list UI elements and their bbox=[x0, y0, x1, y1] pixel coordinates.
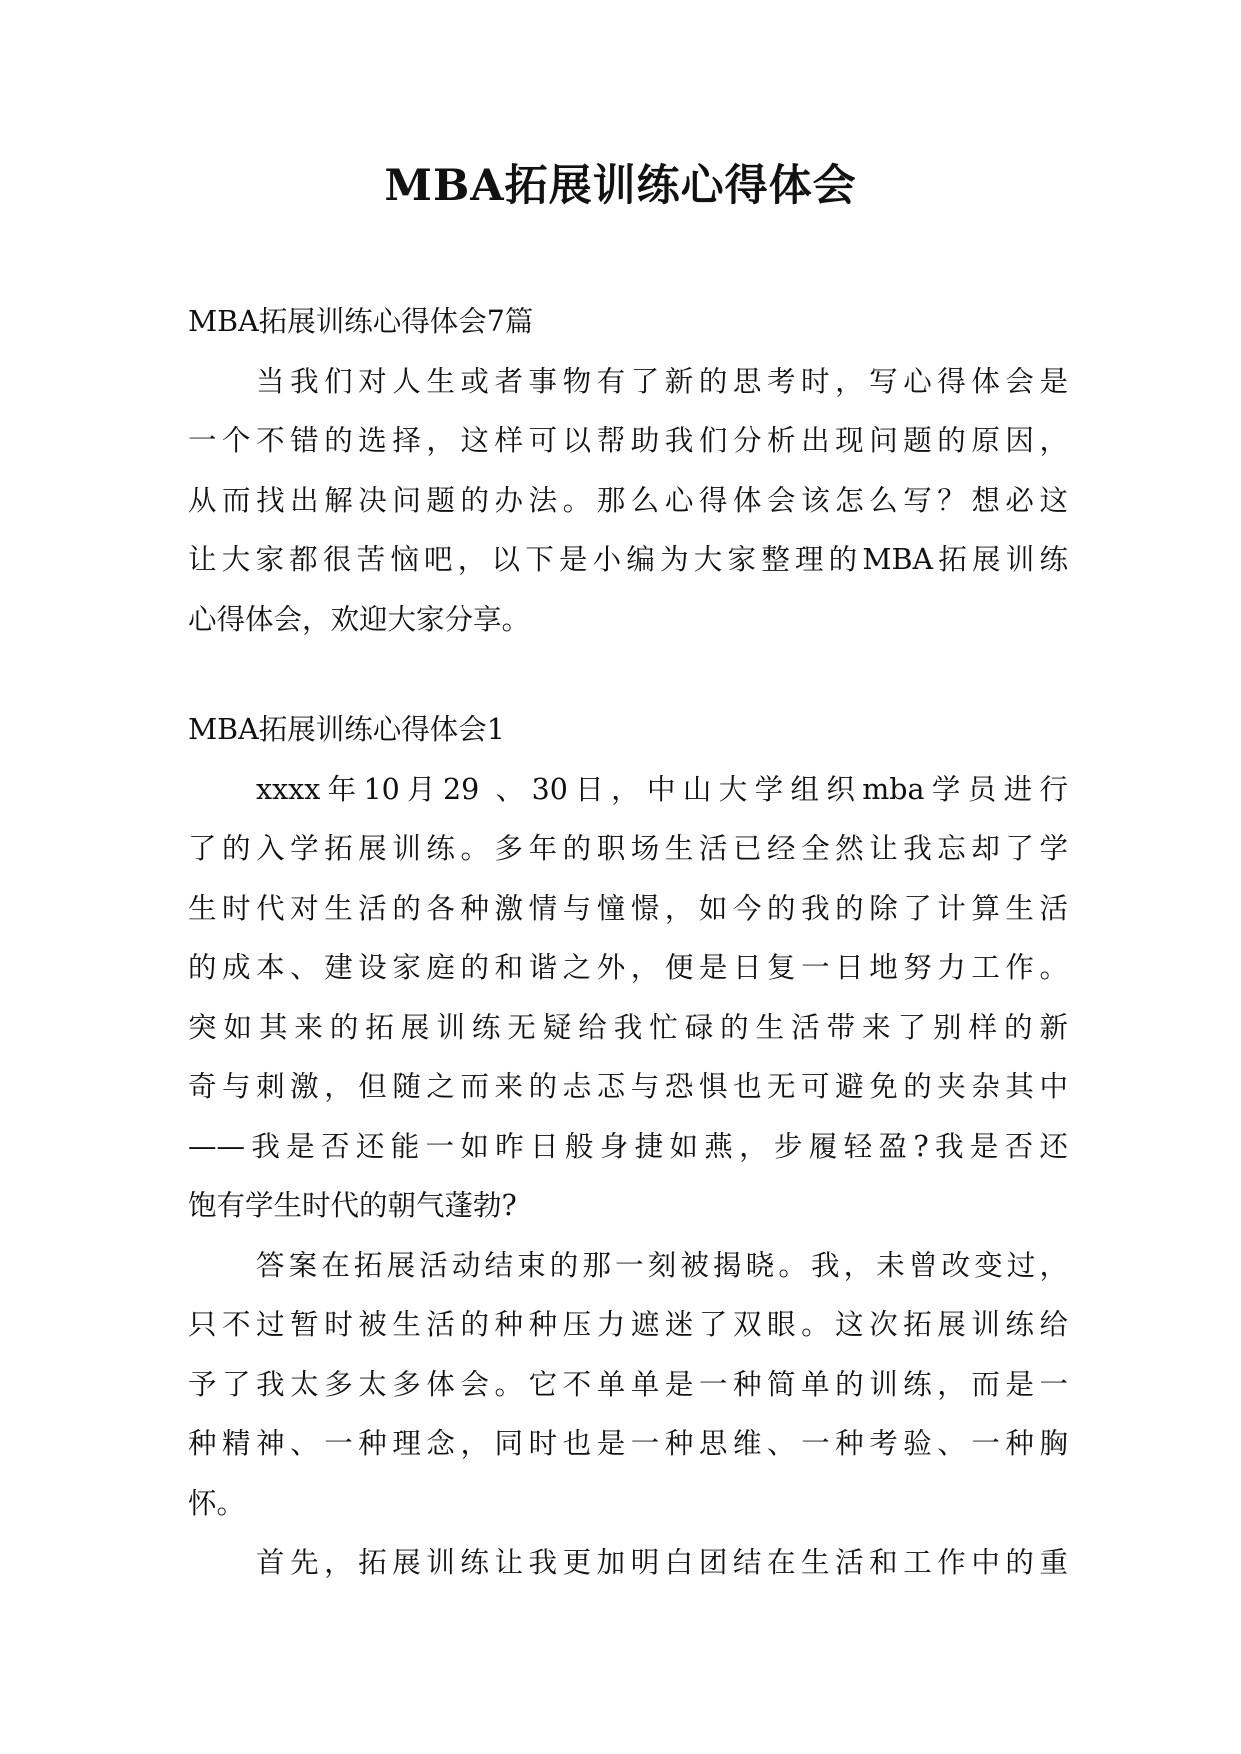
paragraph-line: 了的入学拓展训练。多年的职场生活已经全然让我忘却了学 bbox=[188, 832, 1068, 865]
paragraph-line: 从而找出解决问题的办法。那么心得体会该怎么写？想必这 bbox=[188, 483, 1068, 517]
section1-paragraph-2 bbox=[188, 1236, 1068, 1534]
document-body bbox=[188, 292, 1068, 1593]
section1-paragraph-1 bbox=[188, 760, 1068, 1236]
paragraph-line: 怀。 bbox=[188, 1486, 246, 1520]
paragraph-line: ——我是否还能一如昨日般身捷如燕，步履轻盈?我是否还 bbox=[188, 1129, 1068, 1163]
paragraph-line: 让大家都很苦恼吧，以下是小编为大家整理的MBA拓展训练 bbox=[188, 543, 1068, 576]
paragraph-spacer bbox=[188, 649, 1068, 700]
paragraph-line: 一个不错的选择，这样可以帮助我们分析出现问题的原因， bbox=[188, 424, 1068, 457]
paragraph-line: 只不过暂时被生活的种种压力遮迷了双眼。这次拓展训练给 bbox=[188, 1308, 1068, 1341]
paragraph-line: 心得体会，欢迎大家分享。 bbox=[188, 602, 531, 636]
paragraph-line: 生时代对生活的各种激情与憧憬，如今的我的除了计算生活 bbox=[188, 891, 1068, 925]
paragraph-line: 予了我太多太多体会。它不单单是一种简单的训练，而是一 bbox=[188, 1367, 1068, 1401]
intro-heading: MBA拓展训练心得体会7篇 bbox=[188, 305, 534, 338]
paragraph-line: 饱有学生时代的朝气蓬勃? bbox=[188, 1189, 517, 1222]
paragraph-line: 奇与刺激，但随之而来的忐忑与恐惧也无可避免的夹杂其中 bbox=[188, 1070, 1068, 1103]
paragraph-line: 突如其来的拓展训练无疑给我忙碌的生活带来了别样的新 bbox=[188, 1010, 1068, 1044]
document-title: MBA拓展训练心得体会 bbox=[384, 161, 857, 211]
intro-paragraph bbox=[188, 352, 1068, 650]
section-heading: MBA拓展训练心得体会1 bbox=[188, 713, 505, 746]
paragraph-line: 种精神、一种理念，同时也是一种思维、一种考验、一种胸 bbox=[188, 1427, 1068, 1460]
paragraph-line: 当我们对人生或者事物有了新的思考时，写心得体会是 bbox=[256, 364, 1068, 398]
paragraph-line: 的成本、建设家庭的和谐之外，便是日复一日地努力工作。 bbox=[188, 951, 1068, 984]
section1-paragraph-3 bbox=[188, 1533, 1068, 1593]
paragraph-line: 首先，拓展训练让我更加明白团结在生活和工作中的重 bbox=[256, 1546, 1068, 1579]
paragraph-line: xxxx年10月29 、30日，中山大学组织mba学员进行 bbox=[256, 772, 1068, 806]
paragraph-line: 答案在拓展活动结束的那一刻被揭晓。我，未曾改变过， bbox=[256, 1248, 1068, 1282]
